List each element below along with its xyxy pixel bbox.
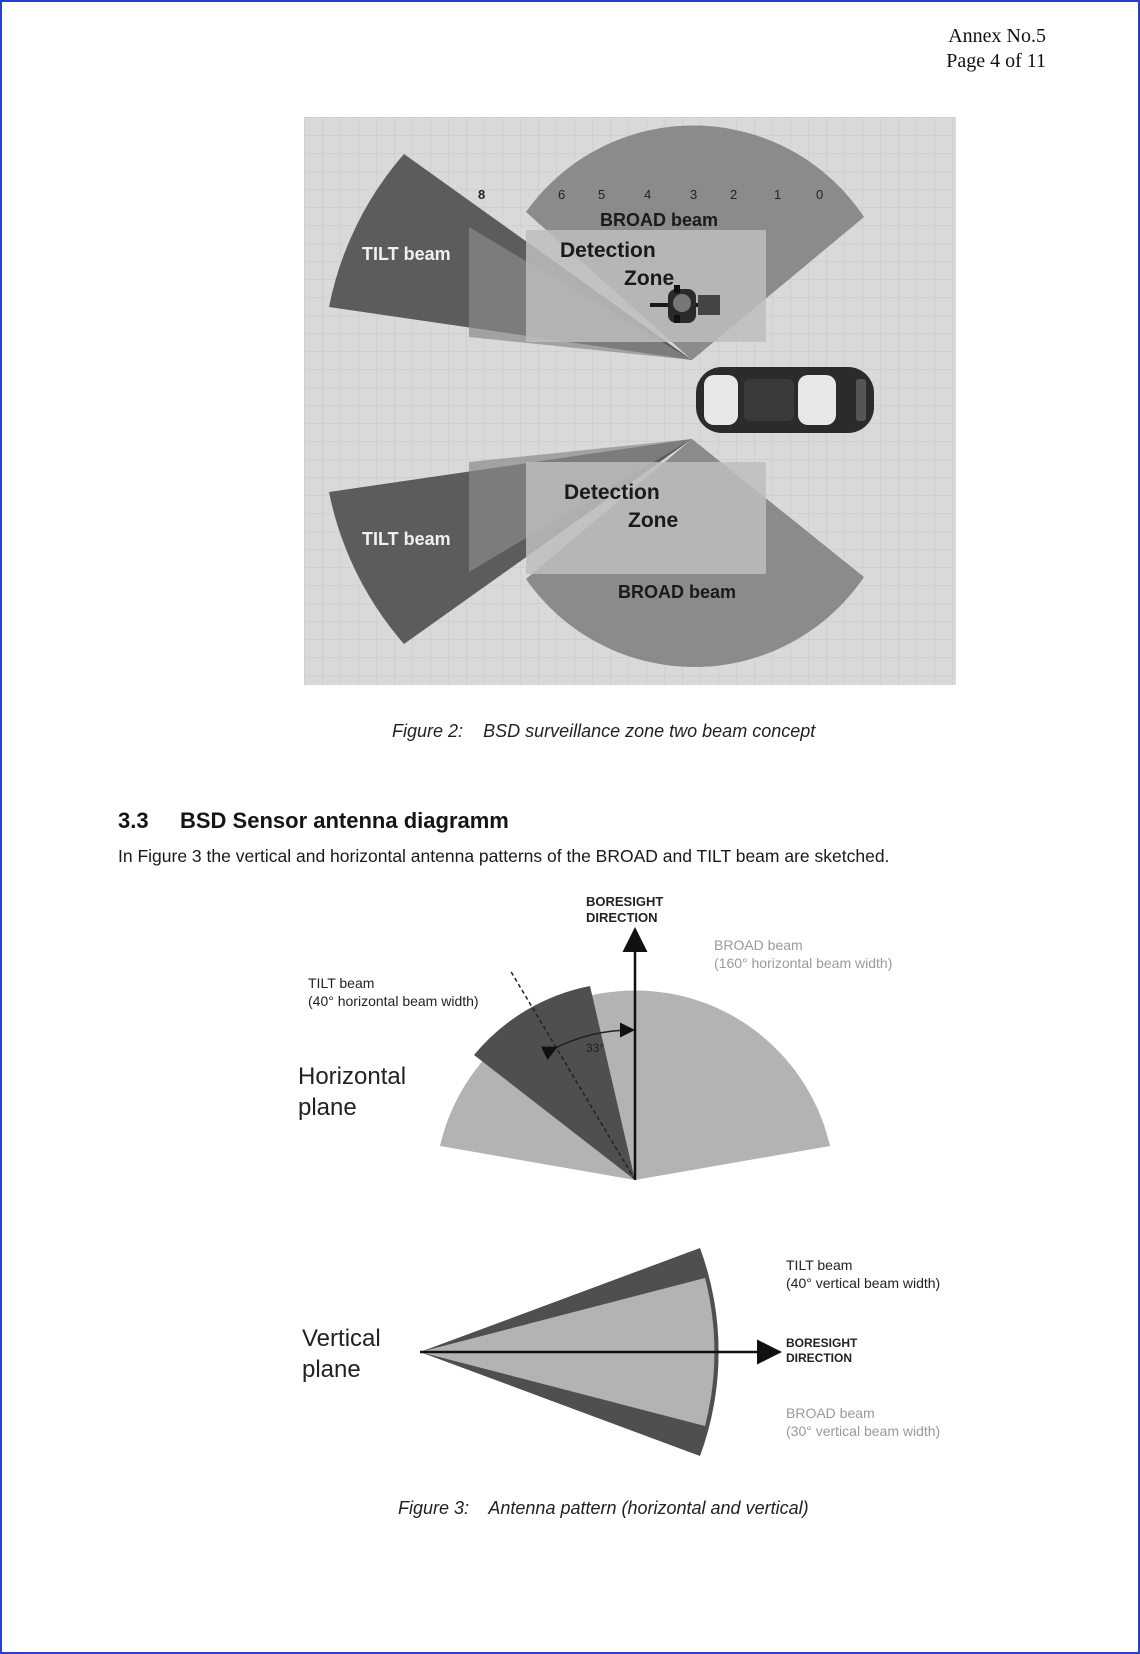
top-tilt-beam-label: TILT beam bbox=[362, 244, 451, 264]
figure-2-caption bbox=[392, 721, 815, 742]
figure-2-surveillance-zones bbox=[304, 117, 956, 685]
boresight-top-label-line1: BORESIGHT bbox=[586, 894, 664, 909]
broad-beam-horizontal-label-line1: BROAD beam bbox=[714, 937, 803, 953]
section-number: 3.3 bbox=[118, 808, 149, 833]
vertical-plane-label-line2: plane bbox=[302, 1356, 361, 1383]
scale-number: 5 bbox=[598, 187, 606, 202]
tilt-beam-vertical-label-line1: TILT beam bbox=[786, 1257, 853, 1273]
figure-3-caption-label: Figure 3: bbox=[398, 1498, 470, 1518]
bottom-detection-zone-label-line1: Detection bbox=[564, 481, 660, 504]
boresight-top-label-line2: DIRECTION bbox=[586, 910, 658, 925]
vertical-plane-label-line1: Vertical bbox=[302, 1325, 381, 1352]
horizontal-plane-label-line2: plane bbox=[298, 1094, 357, 1121]
section-heading bbox=[118, 808, 509, 834]
top-detection-zone-label-line1: Detection bbox=[560, 239, 656, 262]
broad-beam-vertical-label-line2: (30° vertical beam width) bbox=[786, 1423, 941, 1439]
angle-label: 33° bbox=[586, 1041, 605, 1055]
car-icon bbox=[696, 367, 874, 433]
figure-3-caption bbox=[398, 1498, 809, 1519]
scale-number: 1 bbox=[774, 187, 782, 202]
figure-3-antenna-pattern bbox=[280, 880, 1000, 1460]
scale-number: 2 bbox=[730, 187, 738, 202]
section-title: BSD Sensor antenna diagramm bbox=[180, 808, 509, 833]
top-broad-beam-label: BROAD beam bbox=[600, 210, 719, 230]
section-paragraph: In Figure 3 the vertical and horizontal antenna patterns of the BROAD and TILT beam are sketched. bbox=[118, 846, 890, 866]
broad-beam-horizontal-label-line2: (160° horizontal beam width) bbox=[714, 955, 893, 971]
scale-number: 0 bbox=[816, 187, 824, 202]
tilt-beam-horizontal-label-line2: (40° horizontal beam width) bbox=[308, 993, 479, 1009]
bottom-detection-zone-label-line2: Zone bbox=[628, 509, 679, 532]
page-header bbox=[946, 24, 1046, 74]
figure-3-caption-text: Antenna pattern (horizontal and vertical) bbox=[488, 1498, 809, 1518]
boresight-right-label-line1: BORESIGHT bbox=[786, 1336, 858, 1350]
scale-number: 6 bbox=[558, 187, 566, 202]
bottom-broad-beam-label: BROAD beam bbox=[618, 582, 737, 602]
top-detection-zone-label-line2: Zone bbox=[624, 267, 675, 290]
bottom-tilt-beam-label: TILT beam bbox=[362, 529, 451, 549]
horizontal-plane-label-line1: Horizontal bbox=[298, 1063, 407, 1090]
tilt-beam-horizontal-label-line1: TILT beam bbox=[308, 975, 375, 991]
boresight-right-label-line2: DIRECTION bbox=[786, 1351, 852, 1365]
broad-beam-vertical-label-line1: BROAD beam bbox=[786, 1405, 875, 1421]
page-number: Page 4 of 11 bbox=[946, 50, 1046, 72]
figure-2-caption-text: BSD surveillance zone two beam concept bbox=[483, 721, 816, 741]
scale-number: 3 bbox=[690, 187, 698, 202]
scale-number: 4 bbox=[644, 187, 652, 202]
figure-2-caption-label: Figure 2: bbox=[392, 721, 464, 741]
tilt-beam-vertical-label-line2: (40° vertical beam width) bbox=[786, 1275, 941, 1291]
annex-number: Annex No.5 bbox=[948, 25, 1046, 47]
scale-number: 8 bbox=[478, 187, 486, 202]
